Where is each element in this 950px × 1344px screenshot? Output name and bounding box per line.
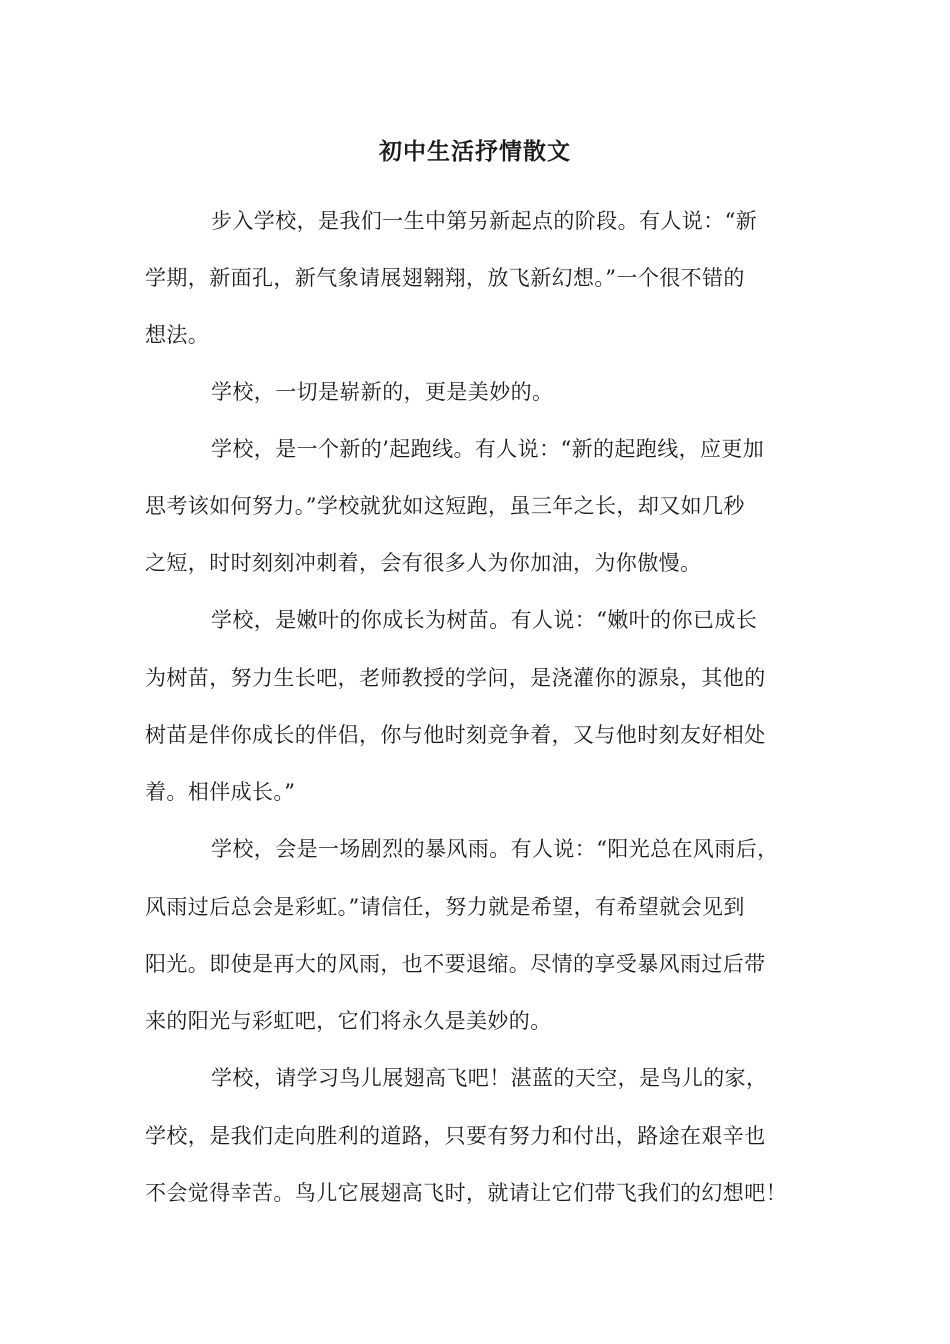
text-line: 之短，时时刻刻冲刺着，会有很多人为你加油，为你傲慢。	[145, 551, 702, 575]
text-line: 思考该如何努力。”学校就犹如这短跑，虽三年之长，却又如几秒	[145, 494, 745, 518]
text-line: 风雨过后总会是彩虹。”请信任，努力就是希望，有希望就会见到	[145, 895, 745, 919]
text-line: 树苗是伴你成长的伴侣，你与他时刻竞争着，又与他时刻友好相处	[145, 723, 766, 747]
text-line: 着。相伴成长。”	[145, 780, 296, 804]
text-line: 学校，请学习鸟儿展翅高飞吧！湛蓝的天空，是鸟儿的家，	[211, 1066, 768, 1090]
text-line: 步入学校，是我们一生中第另新起点的阶段。有人说：“新	[211, 209, 758, 233]
text-line: 学校，一切是崭新的，更是美妙的。	[211, 380, 554, 404]
text-line: 学校，会是一场剧烈的暴风雨。有人说：“阳光总在风雨后，	[211, 837, 779, 861]
text-line: 学校，是嫩叶的你成长为树苗。有人说：“嫩叶的你已成长	[211, 608, 758, 632]
text-line: 学校，是我们走向胜利的道路，只要有努力和付出，路途在艰辛也	[145, 1124, 766, 1148]
text-line: 为树苗，努力生长吧，老师教授的学问，是浇灌你的源泉，其他的	[145, 666, 766, 690]
text-line: 不会觉得幸苦。鸟儿它展翅高飞时，就请让它们带飞我们的幻想吧！	[145, 1181, 787, 1205]
text-line: 学期，新面孔，新气象请展翅翱翔，放飞新幻想。”一个很不错的	[145, 266, 745, 290]
text-line: 学校，是一个新的’起跑线。有人说：“新的起跑线，应更加	[211, 437, 765, 461]
text-line: 来的阳光与彩虹吧，它们将永久是美妙的。	[145, 1009, 552, 1033]
document-title: 初中生活抒情散文	[379, 138, 571, 165]
text-line: 阳光。即使是再大的风雨，也不要退缩。尽情的享受暴风雨过后带	[145, 952, 766, 976]
text-line: 想法。	[145, 323, 210, 347]
